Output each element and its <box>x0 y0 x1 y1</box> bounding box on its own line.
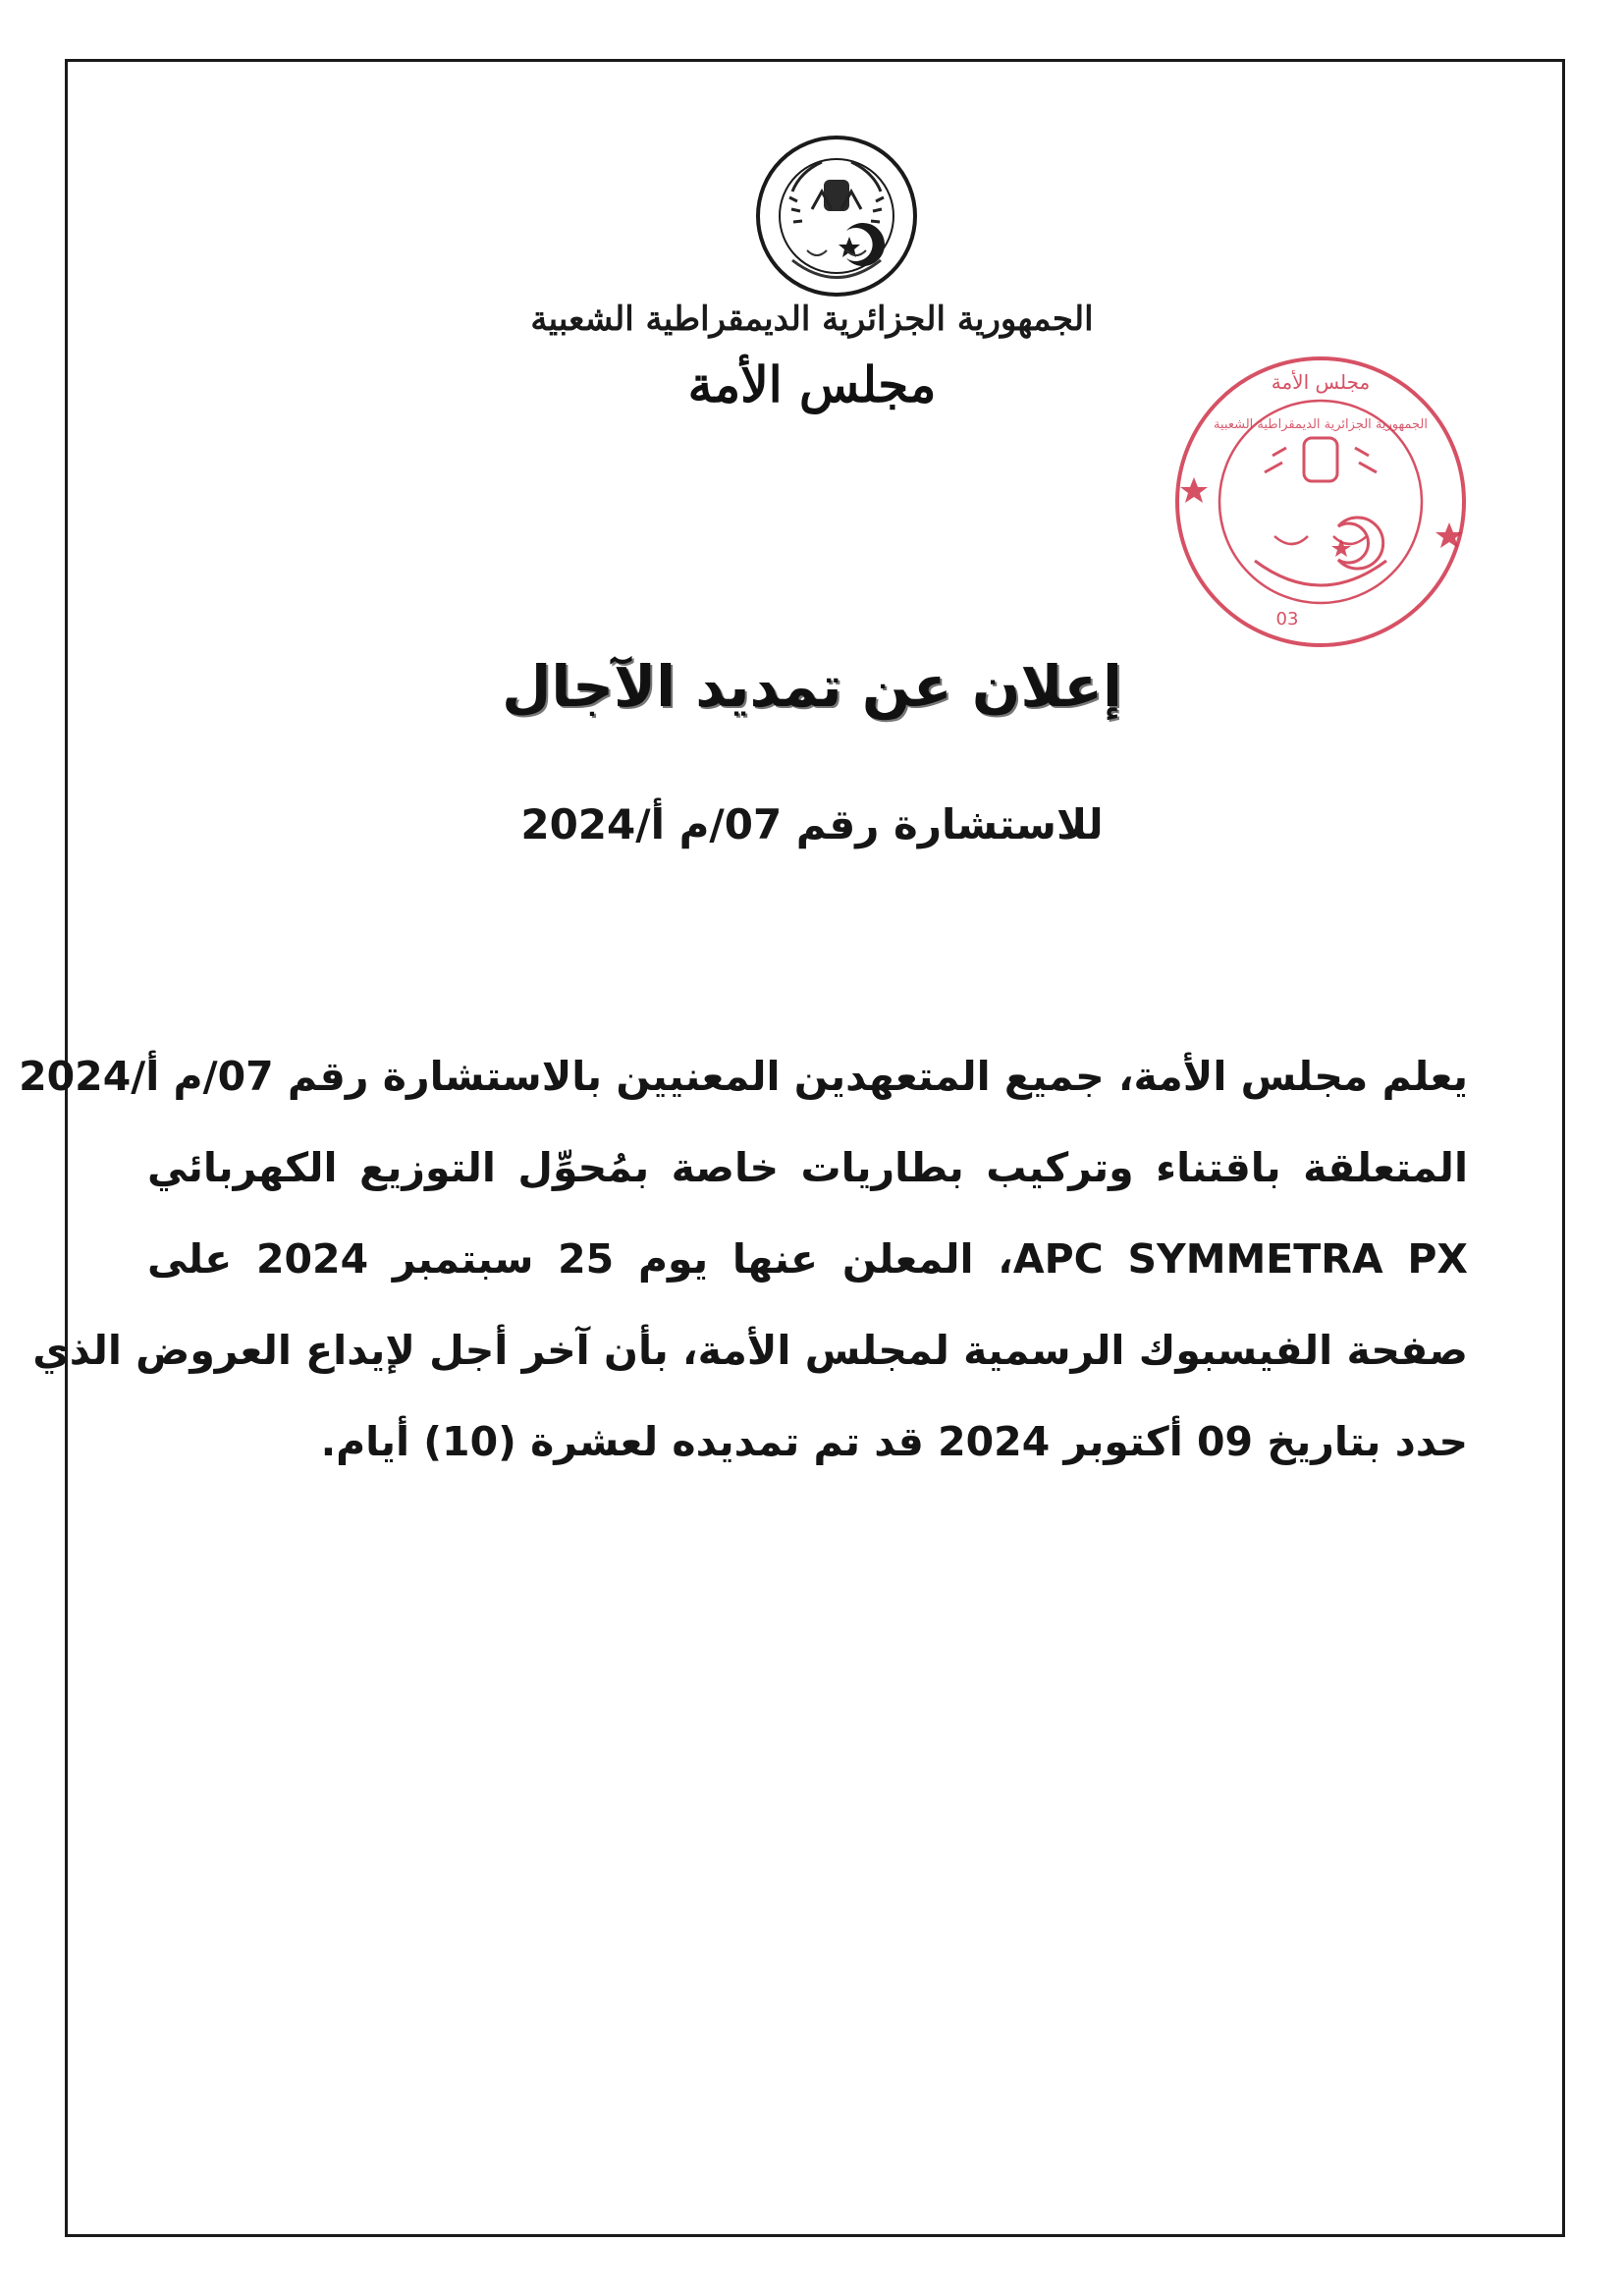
announcement-title: إعلان عن تمديد الآجال <box>502 653 1122 720</box>
stamp-top-text: مجلس الأمة <box>1271 370 1371 394</box>
body-line: APC SYMMETRA PX، المعلن عنها يوم 25 سبتمبر 2024 على <box>147 1235 1468 1283</box>
stamp-number: 03 <box>1275 609 1299 629</box>
country-name: الجمهورية الجزائرية الديمقراطية الشعبية <box>530 300 1094 339</box>
institution-name: مجلس الأمة <box>687 355 937 413</box>
official-stamp <box>1166 350 1475 654</box>
algeria-coat-of-arms-icon <box>753 133 920 300</box>
body-line: المتعلقة باقتناء وتركيب بطاريات خاصة بمُحوِّل التوزيع الكهربائي <box>147 1144 1468 1191</box>
body-line: حدد بتاريخ 09 أكتوبر 2024 قد تم تمديده لعشرة (10) أيام. <box>320 1418 1468 1465</box>
body-line: يعلم مجلس الأمة، جميع المتعهدين المعنيين بالاستشارة رقم 07/م أ/2024 <box>19 1053 1468 1100</box>
body-line: صفحة الفيسبوك الرسمية لمجلس الأمة، بأن آخر أجل لإيداع العروض الذي <box>32 1327 1468 1374</box>
stamp-inner-text: الجمهورية الجزائرية الديمقراطية الشعبية <box>1214 417 1428 432</box>
announcement-body <box>19 1031 1468 1488</box>
consultation-reference: للاستشارة رقم 07/م أ/2024 <box>520 800 1104 848</box>
